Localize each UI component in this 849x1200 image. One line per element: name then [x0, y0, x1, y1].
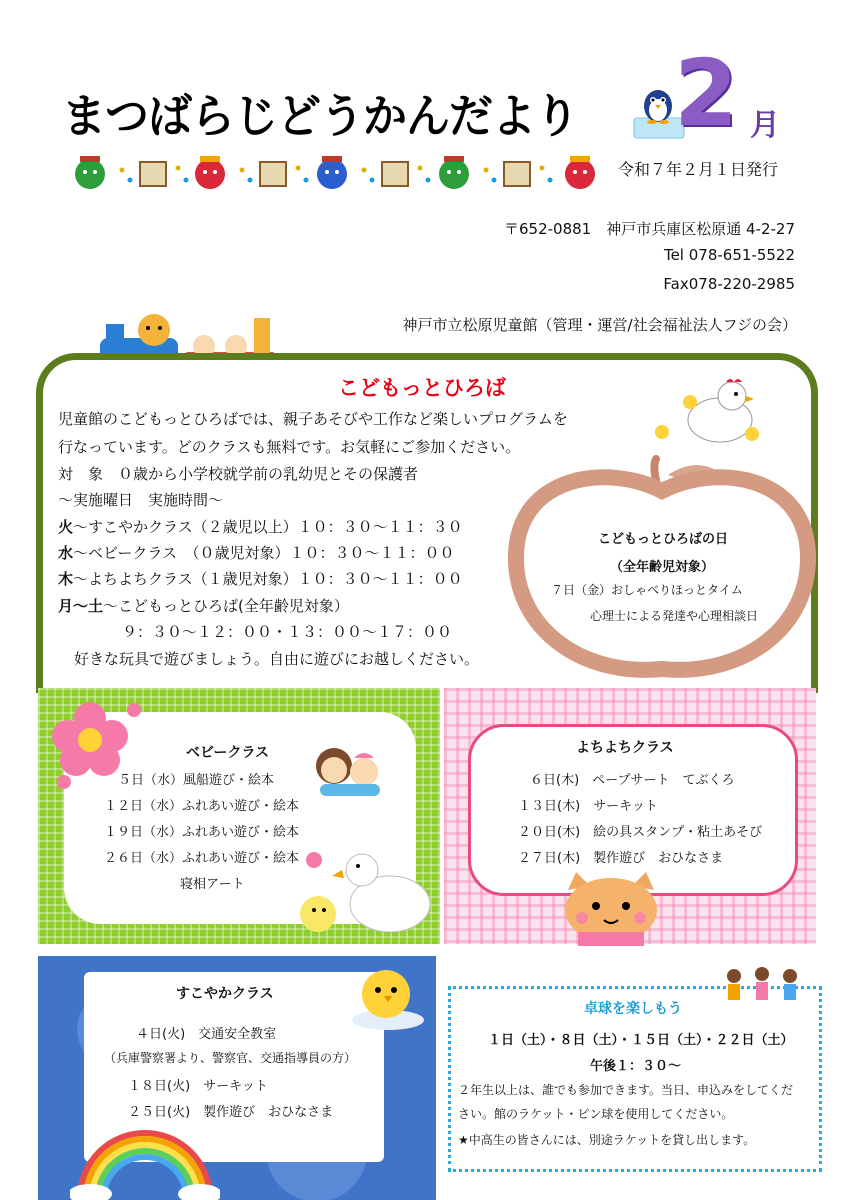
- children-icon: [720, 966, 804, 1008]
- table-tennis-time: 午後１：３０～: [590, 1059, 682, 1074]
- schedule-row-thu: [58, 568, 463, 589]
- fax: Fax078-220-2985: [663, 275, 795, 293]
- apple-title: こどもっとひろばの日: [598, 532, 729, 547]
- sukoyaka-class-item: ２５日(火) 製作遊び おひなさま: [128, 1105, 334, 1120]
- yochi-class-item: ２０日(木) 絵の具スタンプ・粘土あそび: [518, 825, 763, 840]
- schedule-text: ～こどもっとひろば(全年齢児対象）: [103, 597, 349, 615]
- duck-icon: [294, 840, 434, 940]
- chick-icon: [348, 962, 426, 1032]
- apple-subtitle: （全年齢児対象）: [610, 560, 715, 575]
- rainbow-icon: [70, 1128, 220, 1200]
- hiroba-intro-1: 児童館のこどもっとひろばでは、親子あそびや工作など楽しいプログラムを: [58, 410, 568, 428]
- newsletter-title: まつばらじどうかんだより: [62, 89, 578, 144]
- apple-line-2: 心理士による発達や心理相談日: [590, 609, 759, 623]
- yochi-class-item: ６日(木) ペープサート てぶくろ: [530, 773, 735, 788]
- yochi-class-item: １３日(木) サーキット: [518, 799, 658, 814]
- cat-icon: [556, 870, 666, 946]
- hiroba-title: こどもっとひろば: [338, 376, 506, 400]
- baby-class-item: １９日（水）ふれあい遊び・絵本: [104, 825, 300, 840]
- schedule-day: 火: [58, 518, 74, 536]
- hiroba-closing: 好きな玩具で遊びましょう。自由に遊びにお越しください。: [74, 650, 480, 668]
- oni-icon: [75, 156, 105, 189]
- sukoyaka-class-item: ４日(火) 交通安全教室: [136, 1027, 277, 1042]
- yochi-class-title: よちよちクラス: [576, 740, 674, 756]
- address: 〒652-0881 神戸市兵庫区松原通 4-2-27: [504, 220, 795, 238]
- issue-date: 令和７年２月１日発行: [618, 160, 779, 179]
- baby-class-item: ５日（水）風船遊び・絵本: [118, 773, 275, 788]
- schedule-day: 水: [58, 544, 74, 562]
- setsubun-decoration: [70, 150, 610, 196]
- baby-class-item: １２日（水）ふれあい遊び・絵本: [104, 799, 300, 814]
- schedule-text: ～すこやかクラス（２歳児以上）１０：３０～１１：３０: [73, 518, 463, 536]
- table-tennis-title: 卓球を楽しもう: [584, 1001, 682, 1017]
- table-tennis-body-2: さい。館のラケット・ピン球を使用してください。: [458, 1107, 734, 1121]
- baby-class-item: ２６日（水）ふれあい遊び・絵本: [104, 851, 300, 866]
- schedule-row-mon-sat: [58, 595, 349, 616]
- sukoyaka-class-title: すこやかクラス: [176, 986, 274, 1002]
- month-kanji: 月: [750, 108, 780, 143]
- bean-box-icon: [140, 162, 166, 186]
- operator-info: 神戸市立松原児童館（管理・運営/社会福祉法人フジの会）: [402, 316, 797, 334]
- table-tennis-dates: １日（土）・８日（土）・１５日（土）・２２日（土）: [488, 1033, 794, 1048]
- hiroba-schedule-heading: ～実施曜日 実施時間～: [58, 491, 224, 509]
- schedule-text: ～ベビークラス （０歳児対象）１０：３０～１１：００: [73, 544, 455, 562]
- table-tennis-body-1: ２年生以上は、誰でも参加できます。当日、申込みをしてくだ: [458, 1083, 794, 1097]
- hiroba-target: 対 象 ０歳から小学校就学前の乳幼児とその保護者: [58, 465, 419, 483]
- schedule-row-tue: [58, 516, 463, 537]
- sukoyaka-class-note: （兵庫警察署より、警察官、交通指導員の方）: [104, 1051, 357, 1065]
- schedule-row-wed: [58, 542, 454, 563]
- mother-baby-icon: [310, 740, 390, 796]
- table-tennis-note: ★中高生の皆さんには、別途ラケットを貸し出します。: [458, 1133, 756, 1147]
- schedule-row-mon-sat-time: ９：３０～１２：００・１３：００～１７：００: [122, 623, 453, 641]
- telephone: Tel 078-651-5522: [663, 246, 795, 264]
- month-number: 2: [674, 40, 739, 147]
- schedule-day: 木: [58, 570, 74, 588]
- baby-class-title: ベビークラス: [186, 745, 270, 761]
- sukoyaka-class-item: １８日(火) サーキット: [128, 1079, 268, 1094]
- baby-class-extra: 寝相アート: [180, 877, 245, 892]
- schedule-text: ～よちよちクラス（１歳児対象）１０：３０～１１：００: [73, 570, 463, 588]
- hiroba-intro-2: 行なっています。どのクラスも無料です。お気軽にご参加ください。: [58, 438, 521, 456]
- apple-line-1: ７日（金）おしゃべりほっとタイム: [551, 583, 743, 597]
- chicken-icon: [648, 374, 768, 448]
- schedule-day: 月～土: [58, 597, 104, 615]
- yochi-class-item: ２７日(木) 製作遊び おひなさま: [518, 851, 724, 866]
